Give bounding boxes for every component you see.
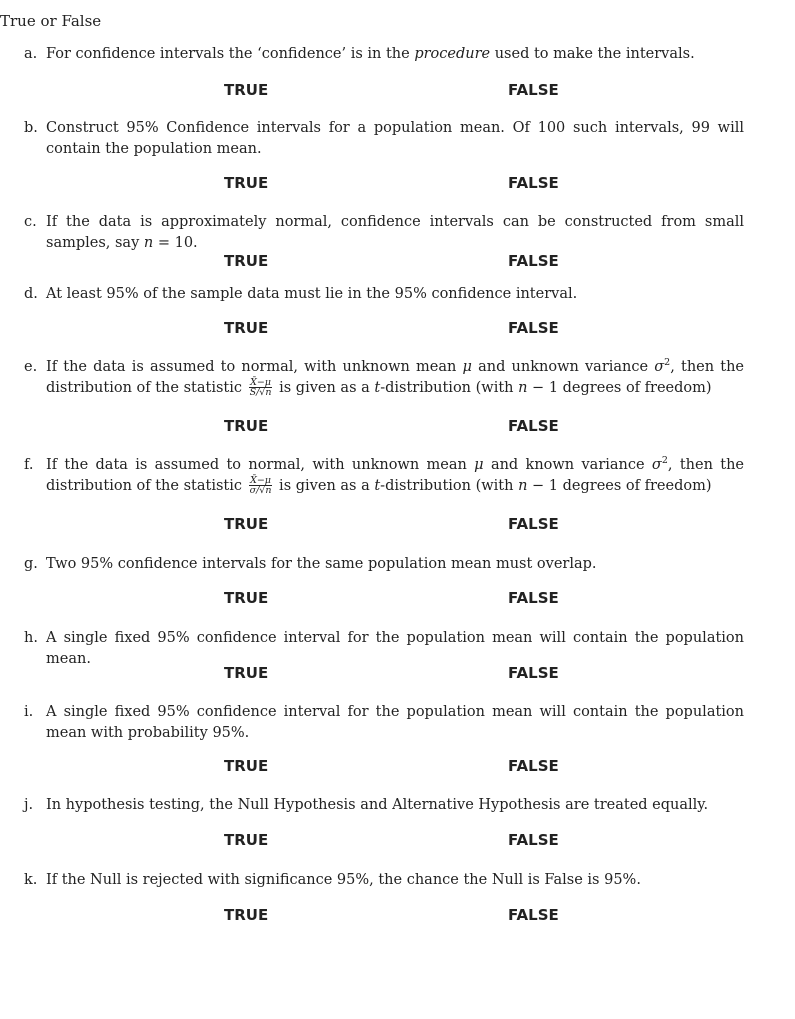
question-label: h. bbox=[24, 630, 38, 646]
question-text: If the data is approximately normal, confidence intervals can be constructed from small samples, say n = 10. bbox=[46, 214, 744, 251]
false-option[interactable]: FALSE bbox=[508, 831, 559, 849]
question-label: e. bbox=[24, 359, 38, 375]
true-option[interactable]: TRUE bbox=[224, 174, 269, 192]
question-label: c. bbox=[24, 214, 37, 230]
false-option[interactable]: FALSE bbox=[508, 417, 559, 435]
question-text: In hypothesis testing, the Null Hypothesis and Alternative Hypothesis are treated equally. bbox=[46, 797, 709, 813]
question-text: Two 95% confidence intervals for the same population mean must overlap. bbox=[46, 556, 597, 572]
true-option[interactable]: TRUE bbox=[224, 757, 269, 775]
false-option[interactable]: FALSE bbox=[508, 589, 559, 607]
false-option[interactable]: FALSE bbox=[508, 757, 559, 775]
false-option[interactable]: FALSE bbox=[508, 174, 559, 192]
question-label: k. bbox=[24, 872, 38, 888]
question-c bbox=[24, 212, 744, 253]
question-b bbox=[24, 118, 744, 159]
question-label: j. bbox=[24, 797, 34, 813]
question-e bbox=[24, 357, 744, 398]
true-option[interactable]: TRUE bbox=[224, 319, 269, 337]
question-label: f. bbox=[24, 457, 34, 473]
false-option[interactable]: FALSE bbox=[508, 515, 559, 533]
question-text: If the data is assumed to normal, with unknown mean μ and known variance $\sigma^2$, then the distribution of the statistic $\frac{X̄-\mu}{\sigma/√n}$ is given as a t-distribution (with n − 1 degrees of freedom) bbox=[46, 455, 744, 496]
true-option[interactable]: TRUE bbox=[224, 589, 269, 607]
question-i bbox=[24, 702, 744, 743]
true-option[interactable]: TRUE bbox=[224, 831, 269, 849]
section-title: True or False bbox=[0, 12, 102, 30]
true-option[interactable]: TRUE bbox=[224, 417, 269, 435]
question-d bbox=[24, 284, 744, 305]
question-text: A single fixed 95% confidence interval for the population mean will contain the population mean with probability 95%. bbox=[46, 704, 744, 741]
true-option[interactable]: TRUE bbox=[224, 81, 269, 99]
question-label: d. bbox=[24, 286, 38, 302]
false-option[interactable]: FALSE bbox=[508, 664, 559, 682]
false-option[interactable]: FALSE bbox=[508, 252, 559, 270]
true-option[interactable]: TRUE bbox=[224, 664, 269, 682]
question-g bbox=[24, 554, 744, 575]
true-option[interactable]: TRUE bbox=[224, 906, 269, 924]
true-option[interactable]: TRUE bbox=[224, 515, 269, 533]
question-text: If the Null is rejected with significance 95%, the chance the Null is False is 95%. bbox=[46, 872, 641, 888]
question-label: b. bbox=[24, 120, 38, 136]
false-option[interactable]: FALSE bbox=[508, 906, 559, 924]
true-option[interactable]: TRUE bbox=[224, 252, 269, 270]
question-j bbox=[24, 795, 744, 816]
question-text: If the data is assumed to normal, with unknown mean μ and unknown variance $\sigma^2$, then the distribution of the statistic $\frac{X̄-\mu}{S/√n}$ is given as a t-distribution (with n − 1 degrees of freedom) bbox=[46, 357, 744, 398]
question-text: Construct 95% Confidence intervals for a population mean. Of 100 such intervals, 99 will contain the population mean. bbox=[46, 120, 744, 157]
question-text: At least 95% of the sample data must lie in the 95% confidence interval. bbox=[46, 286, 578, 302]
question-a bbox=[24, 44, 744, 65]
question-f bbox=[24, 455, 744, 496]
question-text: For confidence intervals the ‘confidence’ is in the procedure used to make the intervals. bbox=[46, 46, 695, 62]
statistic-fraction: $\frac{X̄-\mu}{S/√n}$ bbox=[249, 377, 272, 398]
question-k bbox=[24, 870, 744, 891]
question-label: i. bbox=[24, 704, 34, 720]
question-label: a. bbox=[24, 46, 38, 62]
question-label: g. bbox=[24, 556, 38, 572]
question-text: A single fixed 95% confidence interval for the population mean will contain the population mean. bbox=[46, 630, 744, 667]
false-option[interactable]: FALSE bbox=[508, 81, 559, 99]
false-option[interactable]: FALSE bbox=[508, 319, 559, 337]
statistic-fraction: $\frac{X̄-\mu}{\sigma/√n}$ bbox=[249, 475, 272, 496]
